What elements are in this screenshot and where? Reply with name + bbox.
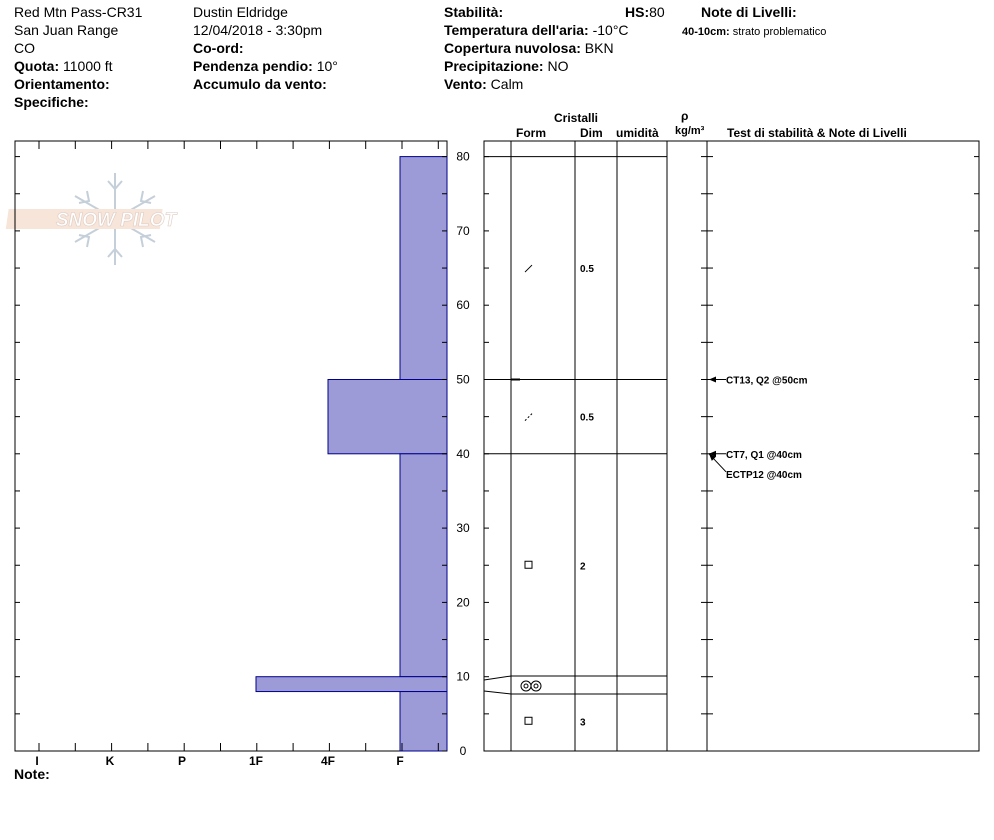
crystal-size-4: 3 [580, 717, 586, 729]
height-label-20: 20 [456, 595, 470, 610]
snowpilot-logo-text: SNOW PILOT [55, 210, 177, 231]
moisture-header: umidità [616, 126, 659, 140]
test-result-0: CT13, Q2 @50cm [726, 375, 808, 387]
rho-header: ρ [681, 109, 689, 123]
crystal-size-1: 0.5 [580, 412, 594, 424]
aspect-label: Orientamento: [14, 76, 110, 92]
air-temp-value: -10°C [592, 22, 629, 38]
height-label-50: 50 [456, 372, 470, 387]
stability-label: Stabilità: [444, 4, 504, 20]
form-header: Form [516, 126, 546, 140]
height-label-30: 30 [456, 521, 470, 536]
hardness-label-f: F [396, 754, 404, 768]
notes-label: Note: [14, 766, 50, 782]
hardness-bar-1 [328, 380, 447, 454]
precip-value: NO [547, 58, 569, 74]
melt-form-circle [521, 681, 531, 691]
height-label-10: 10 [456, 669, 470, 684]
range-name: San Juan Range [14, 22, 119, 38]
air-temp-label: Temperatura dell'aria: [444, 22, 589, 38]
density-unit-header: kg/m³ [675, 125, 705, 137]
cloud-value: BKN [584, 40, 614, 56]
coord-label: Co-ord: [193, 40, 244, 56]
layer-notes-label: Note di Livelli: [701, 4, 797, 20]
crystals-header: Cristalli [554, 111, 599, 125]
layer-note-depth: 40-10cm: [682, 26, 730, 38]
crystal-size-0: 0.5 [580, 264, 594, 276]
hardness-label-p: P [177, 754, 187, 768]
state-name: CO [14, 40, 35, 56]
faceted-crystal-icon [525, 717, 532, 724]
faceted-crystal-icon [525, 561, 532, 568]
melt-form-icon [521, 681, 541, 691]
test-result-2: ECTP12 @40cm [726, 469, 802, 481]
test-arrow-head-icon [709, 377, 716, 383]
hs-value: 80 [649, 4, 665, 20]
wind-loading-label: Accumulo da vento: [193, 76, 327, 92]
specifics-label: Specifiche: [14, 94, 89, 110]
hs-label: HS: [625, 4, 650, 20]
height-label-60: 60 [456, 298, 470, 313]
height-label-80: 80 [456, 149, 470, 164]
cloud-label: Copertura nuvolosa: [444, 40, 581, 56]
hardness-label-4f: 4F [320, 754, 336, 768]
hardness-bar-3 [256, 677, 447, 692]
test-result-1: CT7, Q1 @40cm [726, 449, 802, 461]
hardness-label-i: I [35, 754, 39, 768]
hardness-label-1f: 1F [248, 754, 264, 768]
wind-value: Calm [490, 76, 524, 92]
elevation-label: Quota: [14, 58, 60, 74]
height-label-70: 70 [456, 223, 470, 238]
slope-value: 10° [316, 58, 338, 74]
snowpilot-logo [6, 173, 178, 265]
hardness-bar-2 [400, 454, 447, 677]
hardness-bar-4 [400, 692, 447, 751]
melt-form-circle [534, 684, 538, 688]
slope-label: Pendenza pendio: [193, 58, 313, 74]
wind-label: Vento: [444, 76, 487, 92]
tests-notes-header: Test di stabilità & Note di Livelli [727, 126, 907, 140]
height-label-0: 0 [459, 744, 467, 758]
precip-label: Precipitazione: [444, 58, 544, 74]
height-label-40: 40 [456, 446, 470, 461]
melt-form-circle [531, 681, 541, 691]
crystal-size-2: 2 [580, 561, 586, 573]
hardness-bar-0 [400, 157, 447, 380]
precip-particle-icon [525, 265, 532, 272]
crystal-table-frame [484, 141, 979, 751]
elevation-value: 11000 ft [63, 58, 113, 74]
layer-note-text: strato problematico [732, 26, 827, 38]
observer-name: Dustin Eldridge [193, 4, 288, 20]
observation-datetime: 12/04/2018 - 3:30pm [193, 22, 323, 38]
size-header: Dim [580, 126, 603, 140]
hardness-label-k: K [105, 754, 115, 768]
decomposing-particle-icon [525, 414, 532, 421]
melt-form-circle [524, 684, 528, 688]
location-name: Red Mtn Pass-CR31 [14, 4, 143, 20]
